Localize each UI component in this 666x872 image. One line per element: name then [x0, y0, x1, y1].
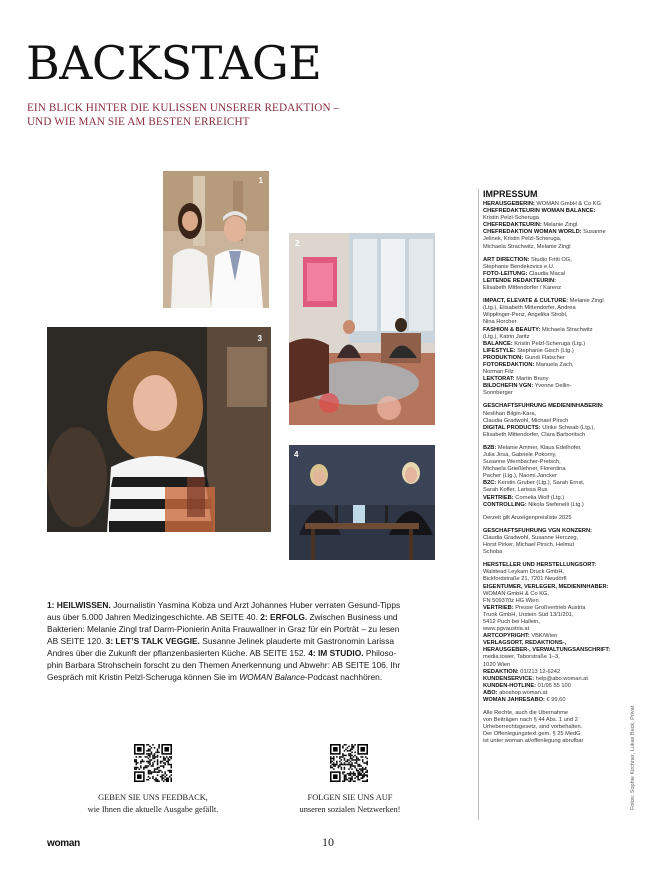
text-run: 01/213 12-6242 [518, 668, 561, 675]
text-run: HERAUSGEBERIN: [483, 201, 535, 207]
text-run: Studio Fritti OG, [529, 256, 572, 263]
text-run: Michaela Grießlehner, Florentina [483, 466, 566, 473]
imprint-line [483, 542, 623, 549]
imprint-line [483, 236, 623, 243]
text-run: € 99,60 [544, 697, 566, 703]
social-qr-code[interactable] [330, 744, 368, 782]
imprint-line [483, 229, 623, 236]
text-run: Kristin Pelzl-Scheruga [483, 215, 539, 222]
imprint-line [483, 669, 623, 676]
imprint-line [483, 362, 623, 369]
imprint-line [483, 341, 623, 348]
text-run: Zwischen Business und [307, 612, 398, 622]
text-run: 3: LET’S TALK VEGGIE. [105, 636, 200, 646]
imprint-line [483, 285, 623, 292]
text-run: Julia Jirsa, Gabriele Pokorny, [483, 452, 557, 458]
imprint-line [483, 528, 623, 535]
imprint-line [483, 208, 623, 215]
text-run: Claudia Gradwohl, Susanne Herczeg, [483, 534, 579, 541]
imprint-line [483, 264, 623, 271]
text-run: www.pgvaustria.at [483, 626, 530, 633]
text-run: B2C: [483, 480, 497, 487]
imprint-blocks [483, 201, 623, 746]
text-run: von Beiträgen nach § 44 Abs. 1 und 2 [483, 717, 578, 724]
photo-1 [163, 171, 269, 308]
text-run: Martin Bruny [514, 376, 549, 383]
imprint-line [483, 459, 623, 466]
text-run: aboshop.woman.at [497, 689, 548, 696]
photo-number: 4 [294, 450, 299, 459]
text-run: LEKTORAT: [483, 376, 515, 383]
imprint-line [483, 697, 623, 704]
imprint-block [483, 562, 623, 704]
text-run: FOTOREDAKTION: [483, 361, 535, 368]
photo-4 [289, 445, 435, 560]
imprint-line [483, 334, 623, 341]
imprint-line [483, 605, 623, 612]
imprint-line [483, 278, 623, 285]
text-run: FASHION & BEAUTY: [483, 326, 541, 333]
text-run: FN 509370z HG Wien [483, 597, 539, 604]
text-run: WOMAN GmbH & Co KG, [483, 590, 550, 597]
text-run: Schoba [483, 549, 503, 556]
text-run: VERTRIEB: [483, 494, 514, 501]
text-run: Stephanie Gisch (Ltg.) [515, 347, 574, 354]
feedback-line-2: wie Ihnen die aktuelle Ausgabe gefällt. [87, 805, 219, 814]
text-run: Cornelia Wolf (Ltg.) [513, 494, 565, 501]
imprint-line [483, 215, 623, 222]
imprint-block [483, 403, 623, 438]
photo-2-image [289, 233, 435, 425]
imprint-line [483, 376, 623, 383]
social-text [270, 792, 430, 816]
text-run: GESCHÄFTSFÜHRUNG MEDIENINHABERIN: [483, 403, 604, 410]
imprint-line [483, 466, 623, 473]
imprint-line [483, 383, 623, 390]
column-divider [478, 189, 479, 820]
photo-3 [47, 327, 271, 532]
imprint-line [483, 515, 623, 522]
text-run: Andres über die Zukunft der pflanzenbasierten Küche. AB SEITE 152. [47, 648, 309, 658]
text-run: Bakterien: Melanie Zingl traf Darm-Pionierin Anita Frauwallner in Graz für ein Porträt – zu lesen [47, 624, 400, 634]
text-run: Melanie Ammer, Klaus Edelhofer, [496, 444, 582, 451]
text-run: ABO: [483, 689, 498, 696]
text-run: GESCHÄFTSFÜHRUNG VGN KONZERN: [483, 527, 593, 534]
caption-line [47, 623, 442, 635]
text-run: DIGITAL PRODUCTS: [483, 424, 541, 431]
text-run: Melanie Zingl [541, 222, 578, 229]
text-run: Philoso- [363, 648, 397, 658]
imprint-line [483, 327, 623, 334]
imprint-line [483, 690, 623, 697]
text-run: CHEFREDAKTEURIN: [483, 222, 542, 229]
photo-number: 1 [258, 176, 263, 185]
social-line-1: FOLGEN SIE UNS AUF [307, 793, 393, 802]
text-run: Bickfordstraße 21, 7201 Neudörfl [483, 576, 567, 583]
text-run: Susanne Wernbacher-Pretsch, [483, 459, 561, 466]
text-run: Urheberrechtsgesetz, sind vorbehalten. [483, 724, 583, 731]
imprint-line [483, 222, 623, 229]
imprint-line [483, 271, 623, 278]
text-run: Elisabeth Mittendorfer / Karenz [483, 285, 562, 292]
text-run: WOMAN GmbH & Co KG [534, 201, 601, 207]
text-run: Alle Rechte, auch die Übernahme [483, 710, 569, 717]
text-run: aus über 5.000 Jahren Medizingeschichte. AB SEITE 40. [47, 612, 261, 622]
text-run: FOTO-LEITUNG: [483, 270, 528, 277]
imprint-line [483, 612, 623, 619]
text-run: Ulrike Schwab (Ltg.), [540, 424, 595, 431]
imprint-line [483, 683, 623, 690]
caption-line [47, 659, 442, 671]
imprint-line [483, 305, 623, 312]
caption-lines [47, 599, 442, 683]
photo-number: 3 [257, 334, 262, 343]
text-run: Gundi Flatscher [523, 354, 565, 361]
text-run: WOMAN JAHRESABO: [483, 697, 545, 703]
text-run: Claudia Gradwohl, Michael Pirsch [483, 417, 569, 424]
text-run: BILDCHEFIN VGN: [483, 383, 534, 390]
imprint-line [483, 724, 623, 731]
text-run: PRODUKTION: [483, 354, 524, 361]
imprint-line [483, 562, 623, 569]
imprint-line [483, 576, 623, 583]
imprint-line [483, 432, 623, 439]
imprint-line [483, 676, 623, 683]
text-run: -Podcast nachhören. [304, 672, 383, 682]
feedback-qr-code[interactable] [134, 744, 172, 782]
text-run: Trunk GmbH, Urstein Süd 13/1/201, [483, 611, 574, 618]
imprint [483, 189, 623, 752]
text-run: Presse Großvertrieb Austria [513, 604, 586, 611]
text-run: 2: ERFOLG. [260, 612, 308, 622]
caption-line [47, 611, 442, 623]
photo-caption [47, 599, 442, 683]
page-title: BACKSTAGE [26, 36, 322, 90]
text-run: CONTROLLING: [483, 501, 527, 508]
text-run: Norman Filz [483, 369, 514, 376]
text-run: Susanne Jelinek plauderte mit Gastronomin Larissa [199, 636, 395, 646]
imprint-line [483, 502, 623, 509]
feedback-text [70, 792, 236, 816]
text-run: Elisabeth Mittendorfer, Clara Barboritsch [483, 431, 586, 438]
imprint-line [483, 654, 623, 661]
caption-line [47, 647, 442, 659]
text-run: Neslihan Bilgin-Kara, [483, 410, 537, 417]
text-run: BALANCE: [483, 340, 513, 347]
imprint-line [483, 319, 623, 326]
text-run: VERLAGSORT, REDAKTIONS-, [483, 640, 567, 647]
photo-3-image [47, 327, 271, 532]
text-run: EIGENTÜMER, VERLEGER, MEDIENINHABER: [483, 583, 609, 590]
text-run: ist unter woman.at/offenlegung abrufbar [483, 738, 584, 745]
page-number: 10 [322, 835, 334, 849]
text-run: ART DIRECTION: [483, 256, 530, 263]
text-run: Claudia Macal [527, 270, 566, 277]
text-run: 4: IM STUDIO. [308, 648, 364, 658]
text-run: 1020 Wien [483, 661, 511, 668]
social-line-2: unseren sozialen Netzwerken! [299, 805, 401, 814]
imprint-line [483, 731, 623, 738]
imprint-line [483, 390, 623, 397]
text-run: AB SEITE 120. [47, 636, 106, 646]
imprint-block [483, 710, 623, 745]
imprint-line [483, 569, 623, 576]
text-run: Yvonne Dellin- [533, 383, 572, 390]
imprint-line [483, 549, 623, 556]
imprint-line [483, 717, 623, 724]
text-run: Sarah Kofler, Larissa Rus [483, 487, 548, 494]
photo-2 [289, 233, 435, 425]
imprint-block [483, 515, 623, 522]
imprint-line [483, 738, 623, 745]
brand-logo: woman [47, 838, 80, 849]
imprint-line [483, 480, 623, 487]
text-run: Sonnberger [483, 390, 513, 397]
text-run: Journalistin Yasmina Kobza und Arzt Johannes Huber verraten Gesund-Tipps [110, 600, 401, 610]
text-run: Gespräch mit Kristin Pelzl-Scheruga können Sie im [47, 672, 240, 682]
imprint-line [483, 445, 623, 452]
imprint-line [483, 244, 623, 251]
imprint-line [483, 369, 623, 376]
text-run: KUNDENSERVICE: [483, 675, 535, 682]
photo-4-image [289, 445, 435, 560]
imprint-line [483, 598, 623, 605]
text-run: Horst Pirker, Michael Pirsch, Helmut [483, 542, 575, 549]
imprint-line [483, 418, 623, 425]
text-run: (Ltg.), Elisabeth Mittendorfer, Andrea [483, 305, 576, 312]
text-run: Melanie Zingl [568, 298, 604, 305]
subtitle-line-2: UND WIE MAN SIE AM BESTEN ERREICHT [27, 116, 250, 128]
text-run: Michaela Strachwitz, Melanie Zingl [483, 243, 571, 250]
qr-code-image [134, 744, 172, 782]
imprint-line [483, 591, 623, 598]
imprint-line [483, 473, 623, 480]
imprint-line [483, 662, 623, 669]
text-run: Jelinek, Kristin Pelzl-Scheruga, [483, 236, 562, 243]
imprint-line [483, 452, 623, 459]
imprint-line [483, 619, 623, 626]
text-run: Michaela Strachwitz [540, 326, 593, 333]
imprint-line [483, 298, 623, 305]
imprint-block [483, 528, 623, 556]
text-run: LIFESTYLE: [483, 347, 516, 354]
imprint-block [483, 257, 623, 292]
imprint-line [483, 348, 623, 355]
text-run: Kerstin Gruber (Ltg.), Sarah Ernst, [496, 480, 585, 487]
text-run: Der Offenlegungstext gem. § 25 MedG [483, 731, 581, 738]
text-run: Wipplinger-Penz, Angelika Strobl, [483, 312, 568, 319]
text-run: REDAKTION: [483, 668, 519, 675]
imprint-block [483, 298, 623, 397]
text-run: Pacher (Ltg.), Naomi Jancker [483, 473, 557, 480]
photo-number: 2 [295, 239, 300, 248]
text-run: ARTCOPYRIGHT: [483, 633, 530, 640]
imprint-line [483, 257, 623, 264]
text-run: Susanne [581, 229, 606, 236]
imprint-line [483, 633, 623, 640]
feedback-line-1: GEBEN SIE UNS FEEDBACK, [98, 793, 208, 802]
photo-1-image [163, 171, 269, 308]
text-run: CHEFREDAKTION WOMAN WORLD: [483, 229, 582, 236]
imprint-line [483, 535, 623, 542]
text-run: B2B: [483, 444, 497, 451]
caption-line [47, 671, 442, 683]
text-run: CHEFREDAKTEURIN WOMAN BALANCE: [483, 208, 596, 215]
imprint-line [483, 312, 623, 319]
text-run: VERTRIEB: [483, 604, 514, 611]
text-run: 01/95 55 100 [536, 682, 571, 689]
imprint-line [483, 647, 623, 654]
text-run: KUNDEN-HOTLINE: [483, 682, 537, 689]
imprint-line [483, 584, 623, 591]
text-run: HERAUSGEBER-, VERWALTUNGSANSCHRIFT: [483, 647, 611, 654]
text-run: Derzeit gilt Anzeigenpreisliste 2025 [483, 514, 572, 521]
imprint-line [483, 487, 623, 494]
qr-code-image [330, 744, 368, 782]
imprint-line [483, 710, 623, 717]
imprint-line [483, 495, 623, 502]
text-run: HERSTELLER UND HERSTELLUNGSORT: [483, 562, 597, 569]
imprint-line [483, 640, 623, 647]
subtitle-line-1: EIN BLICK HINTER DIE KULISSEN UNSERER REDAKTION – [27, 102, 340, 114]
imprint-line [483, 425, 623, 432]
imprint-line [483, 355, 623, 362]
text-run: IMPACT, ELEVATE & CULTURE: [483, 298, 569, 305]
text-run: phin Barbara Strohschein forscht zu den Themen Anerkennung und Abwehr: AB SEITE 106. Ihr [47, 660, 401, 670]
text-run: media.tower, Taborstraße 1–3, [483, 654, 560, 661]
imprint-line [483, 201, 623, 208]
text-run: Walstead Leykam Druck GmbH, [483, 569, 565, 576]
text-run: WOMAN Balance [239, 672, 305, 682]
caption-line [47, 635, 442, 647]
text-run: 5412 Puch bei Hallein, [483, 618, 540, 625]
text-run: LEITENDE REDAKTEURIN: [483, 277, 556, 284]
text-run: Kristin Pelzl-Scheruga (Ltg.) [512, 340, 586, 347]
imprint-line [483, 626, 623, 633]
imprint-line [483, 403, 623, 410]
imprint-title: IMPRESSUM [483, 189, 538, 199]
text-run: (Ltg.), Katrin Jaritz [483, 333, 530, 340]
text-run: Stephanie Bendekovics e.U. [483, 263, 555, 270]
imprint-line [483, 411, 623, 418]
text-run: Nikola Stefenelli (Ltg.) [526, 501, 584, 508]
text-run: Manuela Zach, [534, 361, 574, 368]
text-run: help@abo.woman.at [534, 675, 588, 682]
imprint-block [483, 445, 623, 509]
text-run: 1: HEILWISSEN. [47, 600, 111, 610]
caption-line [47, 599, 442, 611]
imprint-block [483, 201, 623, 251]
subtitle [27, 101, 339, 129]
text-run: Nina Horcher [483, 319, 517, 326]
text-run: VBK/Wien [529, 633, 558, 640]
photo-credit: Fotos: Sophie Kirchner, Lukas Beck, Privat [630, 705, 636, 810]
